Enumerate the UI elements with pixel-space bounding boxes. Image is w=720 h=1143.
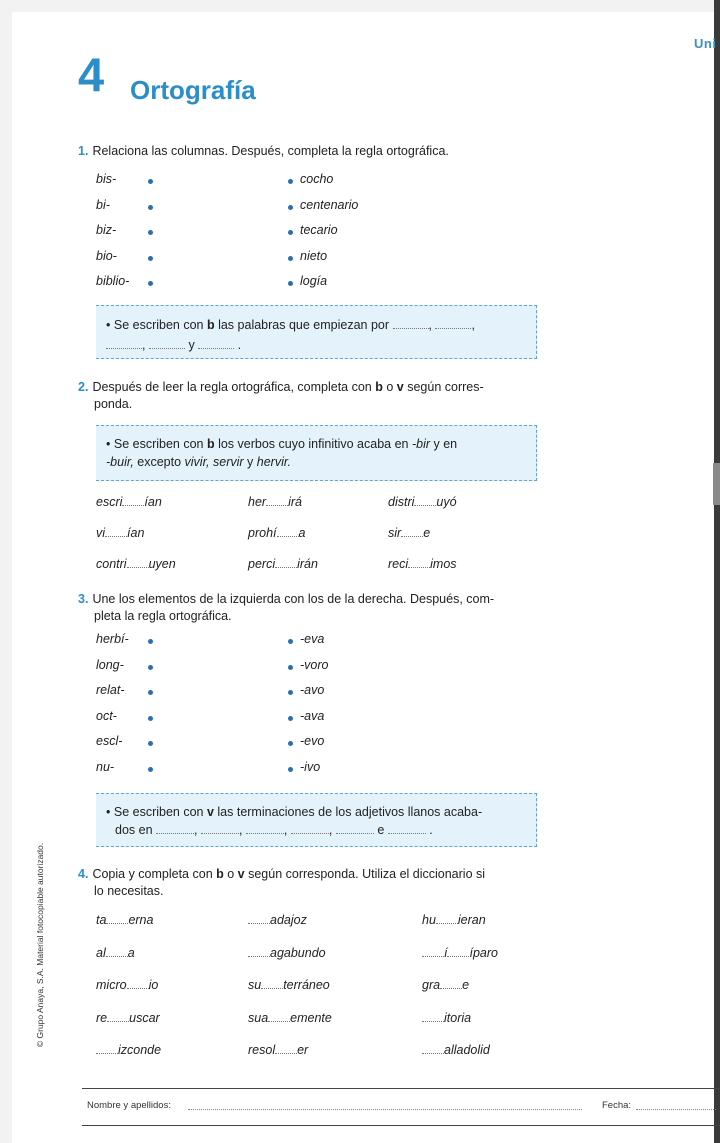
section-title: Ortografía [130, 75, 256, 105]
word-fragment: irán [297, 557, 318, 571]
right-term: -ivo [300, 759, 321, 774]
left-term: long- [96, 657, 124, 672]
word-fragment: micro [96, 978, 127, 992]
blank-slot[interactable] [401, 526, 423, 537]
word-fragment: itoria [444, 1010, 472, 1025]
blank-slot[interactable] [261, 978, 283, 989]
exercise-3-rule-box [96, 793, 537, 847]
word-fragment: terráneo [283, 978, 330, 992]
match-dot-left[interactable] [148, 716, 153, 721]
blank-slot[interactable] [266, 495, 288, 506]
blank-slot[interactable] [422, 1011, 444, 1022]
word-fragment: e [462, 978, 470, 992]
match-dot-left[interactable] [148, 665, 153, 670]
fill-in-word[interactable] [248, 1043, 308, 1057]
right-term: centenario [300, 197, 359, 212]
left-term: biblio- [96, 274, 130, 288]
left-term: escl- [96, 734, 123, 748]
right-term: -eva [300, 632, 325, 646]
match-dot-right[interactable] [288, 639, 293, 644]
word-fragment: uyen [148, 557, 176, 571]
left-term: relat- [96, 683, 125, 697]
match-dot-right[interactable] [288, 741, 293, 746]
exercise-2-rule-box [96, 425, 537, 481]
exercise-1-prompt: 1. Relaciona las columnas. Después, completa la regla ortográfica. [78, 144, 449, 158]
word-fragment: hu [422, 913, 436, 927]
word-fragment: escri [96, 495, 123, 509]
exercise-2-prompt: 2. Después de leer la regla ortográfica, completa con b o v según corres- ponda. [78, 380, 484, 411]
blank-slot[interactable] [127, 557, 149, 568]
right-term: tecario [300, 223, 338, 237]
blank-slot[interactable] [248, 913, 270, 924]
fill-in-word[interactable] [248, 946, 326, 960]
fill-in-word[interactable] [422, 978, 469, 992]
worksheet-page [12, 12, 720, 1143]
word-fragment: distri [388, 495, 415, 509]
blank-slot[interactable] [127, 978, 149, 989]
fill-in-word[interactable] [248, 913, 307, 927]
exercise-1-rule-box [96, 305, 537, 359]
match-dot-left[interactable] [148, 179, 153, 184]
name-label: Nombre y apellidos: [87, 1100, 171, 1111]
word-fragment: ían [144, 495, 162, 509]
fill-in-word[interactable] [388, 557, 457, 571]
section-number: 4 [78, 48, 105, 101]
fill-in-word[interactable] [248, 1011, 332, 1025]
blank-slot[interactable] [275, 1043, 297, 1054]
word-fragment: emente [290, 1010, 332, 1025]
match-dot-left[interactable] [148, 741, 153, 746]
rule-line-2: dos en , , , , e . [115, 823, 433, 837]
word-fragment: ían [127, 526, 145, 540]
rule-line-2: -buir, excepto vivir, servir y hervir. [106, 455, 292, 469]
fill-in-word[interactable] [96, 913, 153, 927]
fill-in-word[interactable] [96, 526, 144, 540]
word-fragment: er [297, 1043, 309, 1057]
left-term: bi- [96, 197, 110, 212]
match-dot-left[interactable] [148, 281, 153, 286]
left-term: biz- [96, 223, 117, 237]
blank-slot[interactable] [268, 1011, 290, 1022]
left-term: herbí- [96, 632, 129, 646]
blank-slot[interactable] [248, 946, 270, 957]
blank-slot[interactable] [447, 946, 469, 957]
word-fragment: a [298, 526, 306, 540]
left-term: oct- [96, 708, 117, 723]
right-term: -avo [300, 683, 325, 697]
word-fragment: í [444, 945, 448, 960]
word-fragment: su [248, 978, 262, 992]
name-field[interactable] [188, 1109, 582, 1110]
fill-in-word[interactable] [96, 1043, 161, 1057]
blank-slot[interactable] [96, 1043, 118, 1054]
fill-in-word[interactable] [96, 495, 162, 509]
word-fragment: uscar [129, 1010, 160, 1025]
word-fragment: e [423, 526, 431, 540]
fill-in-word[interactable] [96, 1011, 160, 1025]
fill-in-word[interactable] [96, 978, 158, 992]
match-dot-left[interactable] [148, 767, 153, 772]
right-term: cocho [300, 172, 334, 186]
fill-in-word[interactable] [248, 978, 330, 992]
rule-line-1: • Se escriben con b las palabras que empiezan por , , [106, 318, 475, 332]
blank-slot[interactable] [408, 557, 430, 568]
word-fragment: agabundo [270, 945, 326, 960]
blank-slot[interactable] [422, 946, 444, 957]
fill-in-word[interactable] [422, 1043, 490, 1057]
match-dot-right[interactable] [288, 716, 293, 721]
blank-slot[interactable] [106, 913, 128, 924]
match-dot-right[interactable] [288, 205, 293, 210]
page-edge [714, 0, 720, 1143]
word-fragment: irá [288, 495, 302, 509]
word-fragment: re [96, 1010, 108, 1025]
date-field[interactable] [636, 1109, 716, 1110]
right-term: -evo [300, 734, 325, 748]
word-fragment: prohí [248, 526, 277, 540]
word-fragment: ta [96, 913, 107, 927]
right-term: nieto [300, 248, 328, 263]
blank-slot[interactable] [277, 526, 299, 537]
fill-in-word[interactable] [248, 495, 302, 509]
word-fragment: sua [248, 1010, 269, 1025]
match-dot-right[interactable] [288, 281, 293, 286]
match-dot-right[interactable] [288, 690, 293, 695]
word-fragment: ieran [457, 913, 486, 927]
word-fragment: adajoz [270, 913, 307, 927]
footer-top-line [82, 1088, 720, 1089]
blank-slot[interactable] [414, 495, 436, 506]
word-fragment: reci [388, 557, 409, 571]
blank-slot[interactable] [122, 495, 144, 506]
word-fragment: a [127, 945, 135, 960]
fill-in-word[interactable] [96, 946, 135, 960]
word-fragment: io [148, 978, 159, 992]
word-fragment: gra [422, 978, 441, 992]
word-fragment: vi [96, 526, 106, 540]
word-fragment: íparo [469, 945, 498, 960]
word-fragment: sir [388, 526, 402, 540]
blank-slot[interactable] [422, 1043, 444, 1054]
exercise-3-prompt: 3. Une los elementos de la izquierda con los de la derecha. Después, com- pleta la regla ortográfica. [78, 592, 495, 623]
fill-in-word[interactable] [248, 526, 305, 540]
blank-slot[interactable] [436, 913, 458, 924]
word-fragment: perci [248, 557, 276, 571]
fill-in-word[interactable] [388, 526, 430, 540]
copyright-side-text: © Grupo Anaya, S.A. Material fotocopiable autorizado. [35, 842, 45, 1048]
right-term: -ava [300, 708, 325, 723]
right-term: logía [300, 274, 328, 288]
blank-slot[interactable] [106, 946, 128, 957]
date-label: Fecha: [602, 1100, 632, 1111]
match-dot-left[interactable] [148, 230, 153, 235]
right-term: -voro [300, 657, 329, 672]
fill-in-word[interactable] [96, 557, 176, 571]
match-dot-right[interactable] [288, 665, 293, 670]
match-dot-right[interactable] [288, 179, 293, 184]
word-fragment: her [248, 495, 267, 509]
rule-line-2: , y . [106, 336, 241, 354]
exercise-4-prompt: 4. Copia y completa con b o v según corresponda. Utiliza el diccionario si lo necesitas. [78, 867, 486, 898]
fill-in-word[interactable] [422, 946, 498, 960]
word-fragment: alladolid [444, 1043, 490, 1057]
word-fragment: erna [128, 913, 154, 927]
match-dot-left[interactable] [148, 639, 153, 644]
word-fragment: resol [248, 1043, 276, 1057]
fill-in-word[interactable] [422, 1011, 471, 1025]
fill-in-word[interactable] [422, 913, 486, 927]
word-fragment: al [96, 945, 106, 960]
match-dot-left[interactable] [148, 205, 153, 210]
rule-line-1: • Se escriben con b los verbos cuyo infinitivo acaba en -bir y en [106, 437, 458, 451]
word-fragment: imos [430, 557, 457, 571]
fill-in-word[interactable] [248, 557, 318, 571]
scroll-tab[interactable] [713, 463, 720, 505]
word-fragment: izconde [118, 1043, 162, 1057]
word-fragment: uyó [436, 495, 457, 509]
blank-slot[interactable] [107, 1011, 129, 1022]
left-term: nu- [96, 759, 115, 774]
match-dot-left[interactable] [148, 256, 153, 261]
blank-slot[interactable] [275, 557, 297, 568]
fill-in-word[interactable] [388, 495, 457, 509]
match-dot-right[interactable] [288, 256, 293, 261]
match-dot-right[interactable] [288, 230, 293, 235]
rule-line-1: • Se escriben con v las terminaciones de los adjetivos llanos acaba- [106, 805, 483, 819]
match-dot-right[interactable] [288, 767, 293, 772]
left-term: bis- [96, 172, 117, 186]
blank-slot[interactable] [440, 978, 462, 989]
word-fragment: contri [96, 557, 127, 571]
match-dot-left[interactable] [148, 690, 153, 695]
blank-slot[interactable] [105, 526, 127, 537]
footer-bottom-line [82, 1125, 720, 1126]
unit-label: Uni [694, 36, 717, 51]
left-term: bio- [96, 248, 117, 263]
